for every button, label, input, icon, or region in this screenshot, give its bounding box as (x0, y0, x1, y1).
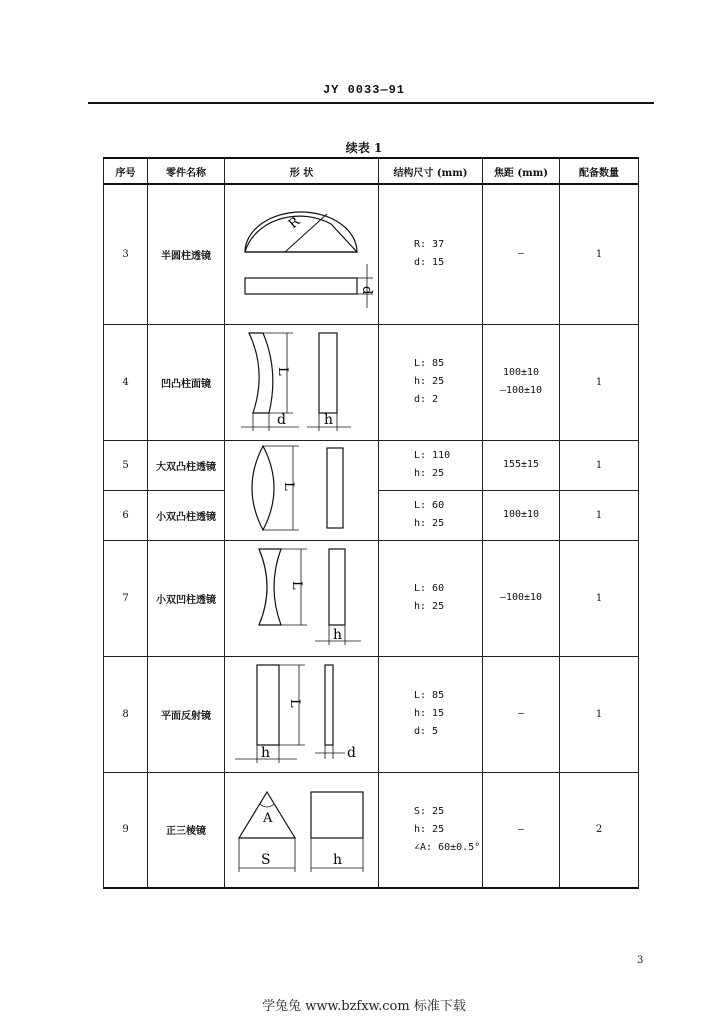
row-qty: 1 (560, 324, 639, 440)
label-h: h (332, 627, 342, 643)
row-shape (225, 324, 379, 440)
row-focal (483, 184, 560, 324)
col-header-focal: 焦距 (mm) (483, 158, 560, 184)
focal-line: — (517, 823, 525, 835)
half-cylinder-lens-drawing (227, 194, 377, 314)
dim-line: h: 25 (414, 601, 445, 612)
table-row (104, 656, 639, 772)
row-part-name: 大双凸柱透镜 (148, 440, 225, 490)
label-R: R (285, 214, 303, 233)
label-L: L (286, 699, 302, 708)
table-row (104, 324, 639, 440)
dim-line: d: 15 (414, 257, 445, 269)
row-focal (483, 540, 560, 656)
table-row (104, 540, 639, 656)
row-no: 4 (104, 324, 148, 440)
table-row (104, 440, 639, 490)
dim-line: h: 25 (414, 518, 445, 529)
row-no: 6 (104, 490, 148, 540)
row-focal (483, 324, 560, 440)
row-focal (483, 656, 560, 772)
dim-line: h: 25 (414, 823, 445, 835)
plane-mirror-drawing (227, 659, 377, 769)
label-d: d (346, 745, 356, 761)
label-h: h (260, 745, 270, 761)
label-d: d (276, 412, 286, 428)
row-qty: 2 (560, 772, 639, 888)
focal-line: —100±10 (499, 385, 543, 396)
label-h: h (323, 412, 333, 428)
row-qty: 1 (560, 656, 639, 772)
row-dimensions (379, 772, 483, 888)
row-shape (225, 184, 379, 324)
row-focal (483, 440, 560, 490)
row-no: 7 (104, 540, 148, 656)
col-header-shape: 形 状 (225, 158, 379, 184)
dim-line: L: 60 (414, 500, 445, 511)
label-L: L (274, 367, 290, 376)
dim-line: h: 25 (414, 376, 445, 387)
dim-line: L: 60 (414, 583, 445, 594)
row-no: 9 (104, 772, 148, 888)
row-focal (483, 772, 560, 888)
dim-line: d: 5 (414, 726, 439, 737)
focal-line: — (517, 708, 525, 719)
dim-line: d: 2 (414, 394, 439, 405)
row-no: 8 (104, 656, 148, 772)
dim-line: L: 85 (414, 358, 445, 369)
focal-line: 155±15 (502, 459, 540, 470)
row-dimensions (379, 540, 483, 656)
header-rule (88, 102, 654, 104)
page-number: 3 (637, 955, 644, 966)
label-L: L (280, 482, 296, 491)
col-header-no: 序号 (104, 158, 148, 184)
label-L: L (288, 581, 304, 590)
parts-table (103, 157, 639, 889)
table-header-row (104, 158, 639, 184)
row-dimensions (379, 490, 483, 540)
row-dimensions (379, 324, 483, 440)
standard-code-header: JY 0033—91 (322, 83, 405, 97)
concave-convex-mirror-drawing (227, 327, 377, 437)
dim-line: L: 110 (414, 450, 451, 461)
biconvex-lens-drawing (227, 442, 377, 538)
row-shape (225, 540, 379, 656)
footer-watermark: 学兔兔 www.bzfxw.com 标准下载 (262, 999, 466, 1014)
row-part-name: 平面反射镜 (148, 656, 225, 772)
focal-line: 100±10 (502, 367, 540, 378)
label-S: S (260, 851, 271, 868)
table-row (104, 772, 639, 888)
row-part-name: 半圆柱透镜 (148, 184, 225, 324)
row-qty: 1 (560, 540, 639, 656)
table-row (104, 184, 639, 324)
dim-line: ∠A: 60±0.5° (414, 841, 481, 853)
row-no: 3 (104, 184, 148, 324)
row-shape (225, 440, 379, 540)
row-no: 5 (104, 440, 148, 490)
focal-line: —100±10 (499, 592, 543, 603)
row-qty: 1 (560, 184, 639, 324)
dim-line: L: 85 (414, 690, 445, 701)
dim-line: R: 37 (414, 239, 445, 251)
focal-line: 100±10 (502, 509, 540, 520)
label-h: h (332, 851, 342, 868)
label-d: d (358, 286, 374, 295)
dim-line: S: 25 (414, 805, 445, 817)
label-A: A (262, 810, 272, 826)
row-shape (225, 772, 379, 888)
col-header-qty: 配备数量 (560, 158, 639, 184)
triangular-prism-drawing (227, 780, 377, 880)
row-part-name: 小双凹柱透镜 (148, 540, 225, 656)
row-part-name: 正三棱镜 (148, 772, 225, 888)
row-focal (483, 490, 560, 540)
row-qty: 1 (560, 490, 639, 540)
row-part-name: 小双凸柱透镜 (148, 490, 225, 540)
row-dimensions (379, 656, 483, 772)
dim-line: h: 15 (414, 708, 445, 719)
table-title: 续表 1 (345, 141, 383, 155)
row-part-name: 凹凸柱面镜 (148, 324, 225, 440)
row-dimensions (379, 440, 483, 490)
row-dimensions (379, 184, 483, 324)
dim-line: h: 25 (414, 468, 445, 479)
col-header-name: 零件名称 (148, 158, 225, 184)
biconcave-lens-drawing (227, 543, 377, 653)
focal-line: — (517, 248, 525, 260)
row-shape (225, 656, 379, 772)
row-qty: 1 (560, 440, 639, 490)
col-header-dimensions: 结构尺寸 (mm) (379, 158, 483, 184)
